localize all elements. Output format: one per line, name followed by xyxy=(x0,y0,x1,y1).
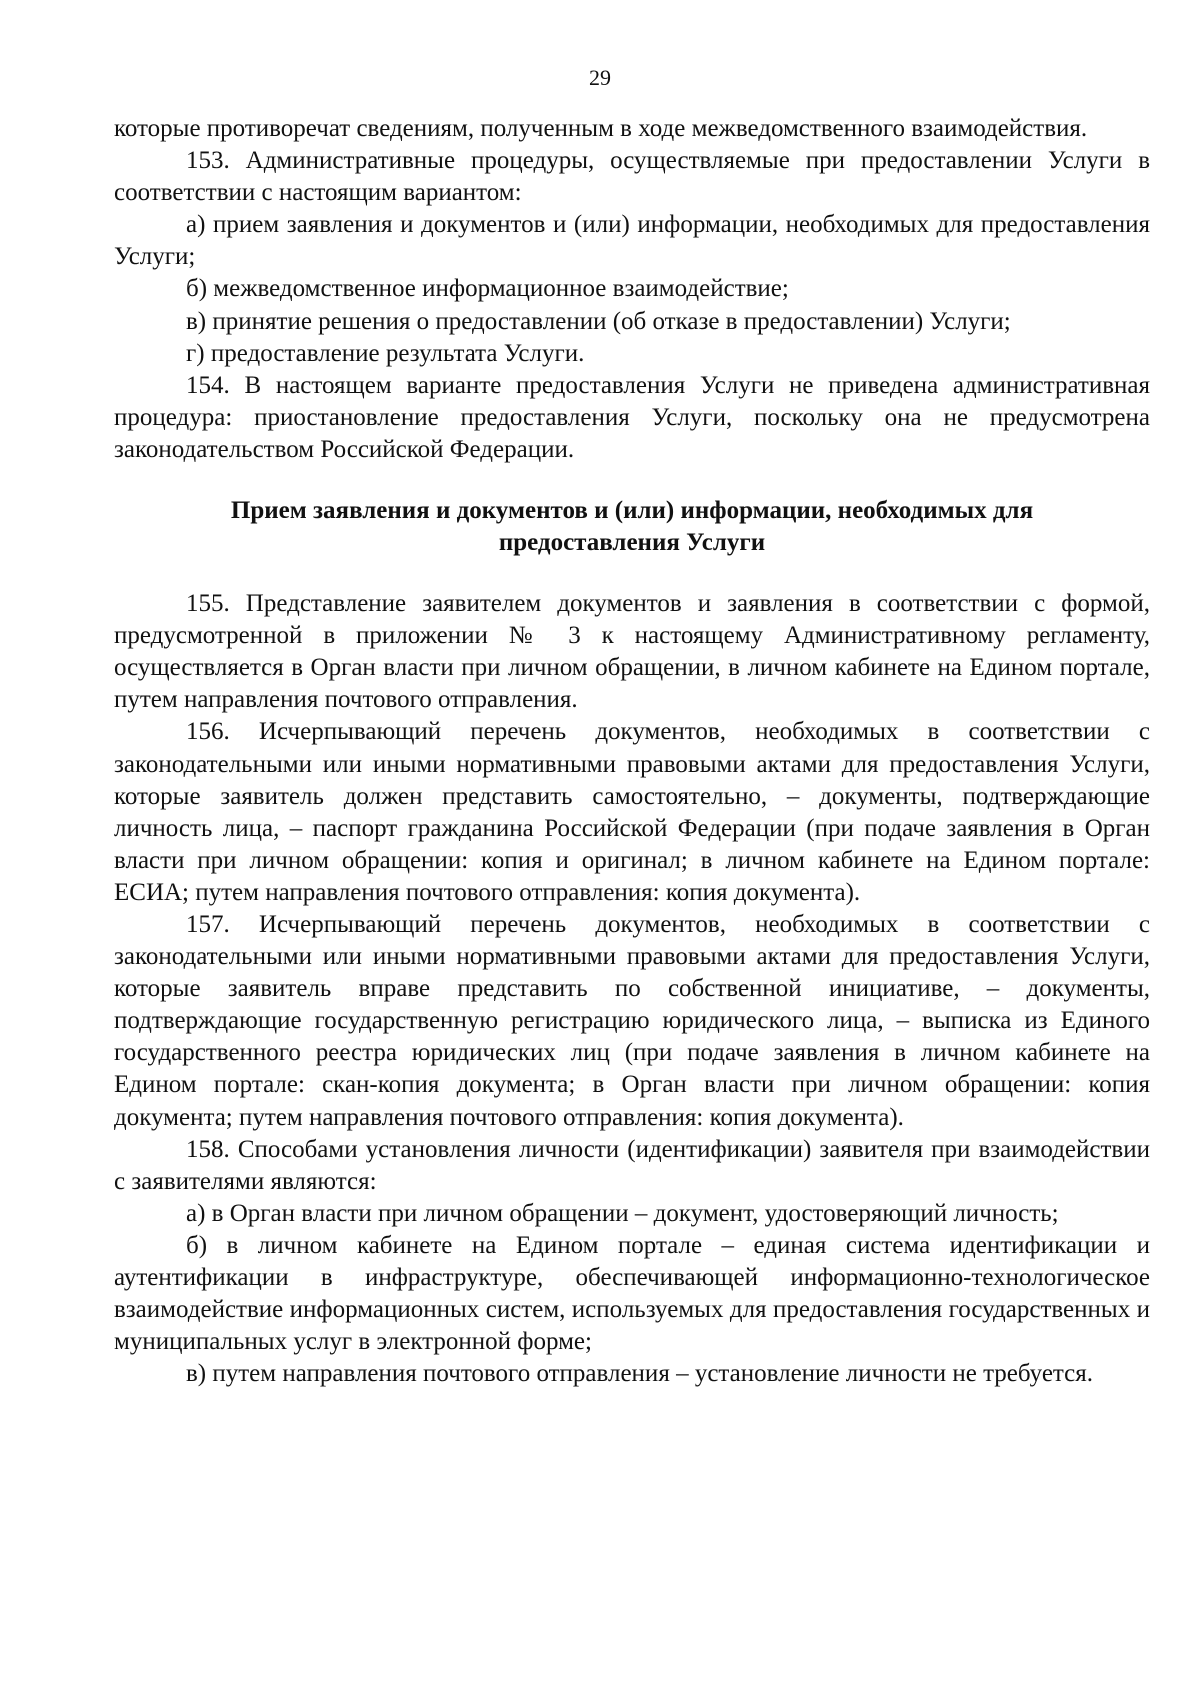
page-number: 29 xyxy=(589,65,611,90)
paragraph-154: 154. В настоящем варианте предоставления Услуги не приведена административная процедура: приостановление предоставления Услуги, поскольку она не предусмотрена законодательством Российской Федерации. xyxy=(114,371,1150,463)
list-item-153-a: а) прием заявления и документов и (или) информации, необходимых для предоставления Услуги; xyxy=(114,211,1150,271)
paragraph-continuation: которые противоречат сведениям, полученным в ходе межведомственного взаимодействия. xyxy=(114,115,1088,142)
list-item-153-b: б) межведомственное информационное взаимодействие; xyxy=(186,275,789,303)
paragraph-156: 156. Исчерпывающий перечень документов, необходимых в соответствии с законодательными или иными нормативными правовыми актами для предоставления Услуги, которые заявитель должен представить самостоятельно, – документы, подтверждающие личность лица, – паспорт гражданина Российской Федерации (при подаче заявления в Орган власти при личном обращении: копия и оригинал; в личном кабинете на Едином портале: ЕСИА; путем направления почтового отправления: копия документа). xyxy=(114,718,1150,906)
list-item-158-a: а) в Орган власти при личном обращении – документ, удостоверяющий личность; xyxy=(186,1199,1059,1227)
list-item-158-b: б) в личном кабинете на Едином портале – единая система идентификации и аутентификации в инфраструктуре, обеспечивающей информационно-технологическое взаимодействие информационных систем, используемых для предоставления государственных и муниципальных услуг в электронной форме; xyxy=(114,1231,1150,1356)
section-heading-line-1: Прием заявления и документов и (или) информации, необходимых для xyxy=(230,497,1034,525)
paragraph-153: 153. Административные процедуры, осуществляемые при предоставлении Услуги в соответствии с настоящим вариантом: xyxy=(114,147,1150,207)
document-body xyxy=(114,113,1150,1390)
list-item-153-g: г) предоставление результата Услуги. xyxy=(186,339,585,367)
section-heading xyxy=(114,495,1150,559)
paragraph-158: 158. Способами установления личности (идентификации) заявителя при взаимодействии с заявителями являются: xyxy=(114,1135,1150,1195)
list-item-153-v: в) принятие решения о предоставлении (об отказе в предоставлении) Услуги; xyxy=(186,307,1011,335)
paragraph-157: 157. Исчерпывающий перечень документов, необходимых в соответствии с законодательными или иными нормативными правовыми актами для предоставления Услуги, которые заявитель вправе представить по собственной инициативе, – документы, подтверждающие государственную регистрацию юридического лица, – выписка из Единого государственного реестра юридических лиц (при подаче заявления в личном кабинете на Едином портале: скан-копия документа; в Орган власти при личном обращении: копия документа; путем направления почтового отправления: копия документа). xyxy=(114,910,1150,1131)
list-item-158-v: в) путем направления почтового отправления – установление личности не требуется. xyxy=(186,1360,1094,1388)
section-heading-line-2: предоставления Услуги xyxy=(498,529,766,557)
paragraph-155: 155. Представление заявителем документов и заявления в соответствии с формой, предусмотренной в приложении № 3 к настоящему Административному регламенту, осуществляется в Орган власти при личном обращении, в личном кабинете на Едином портале, путем направления почтового отправления. xyxy=(114,590,1150,714)
